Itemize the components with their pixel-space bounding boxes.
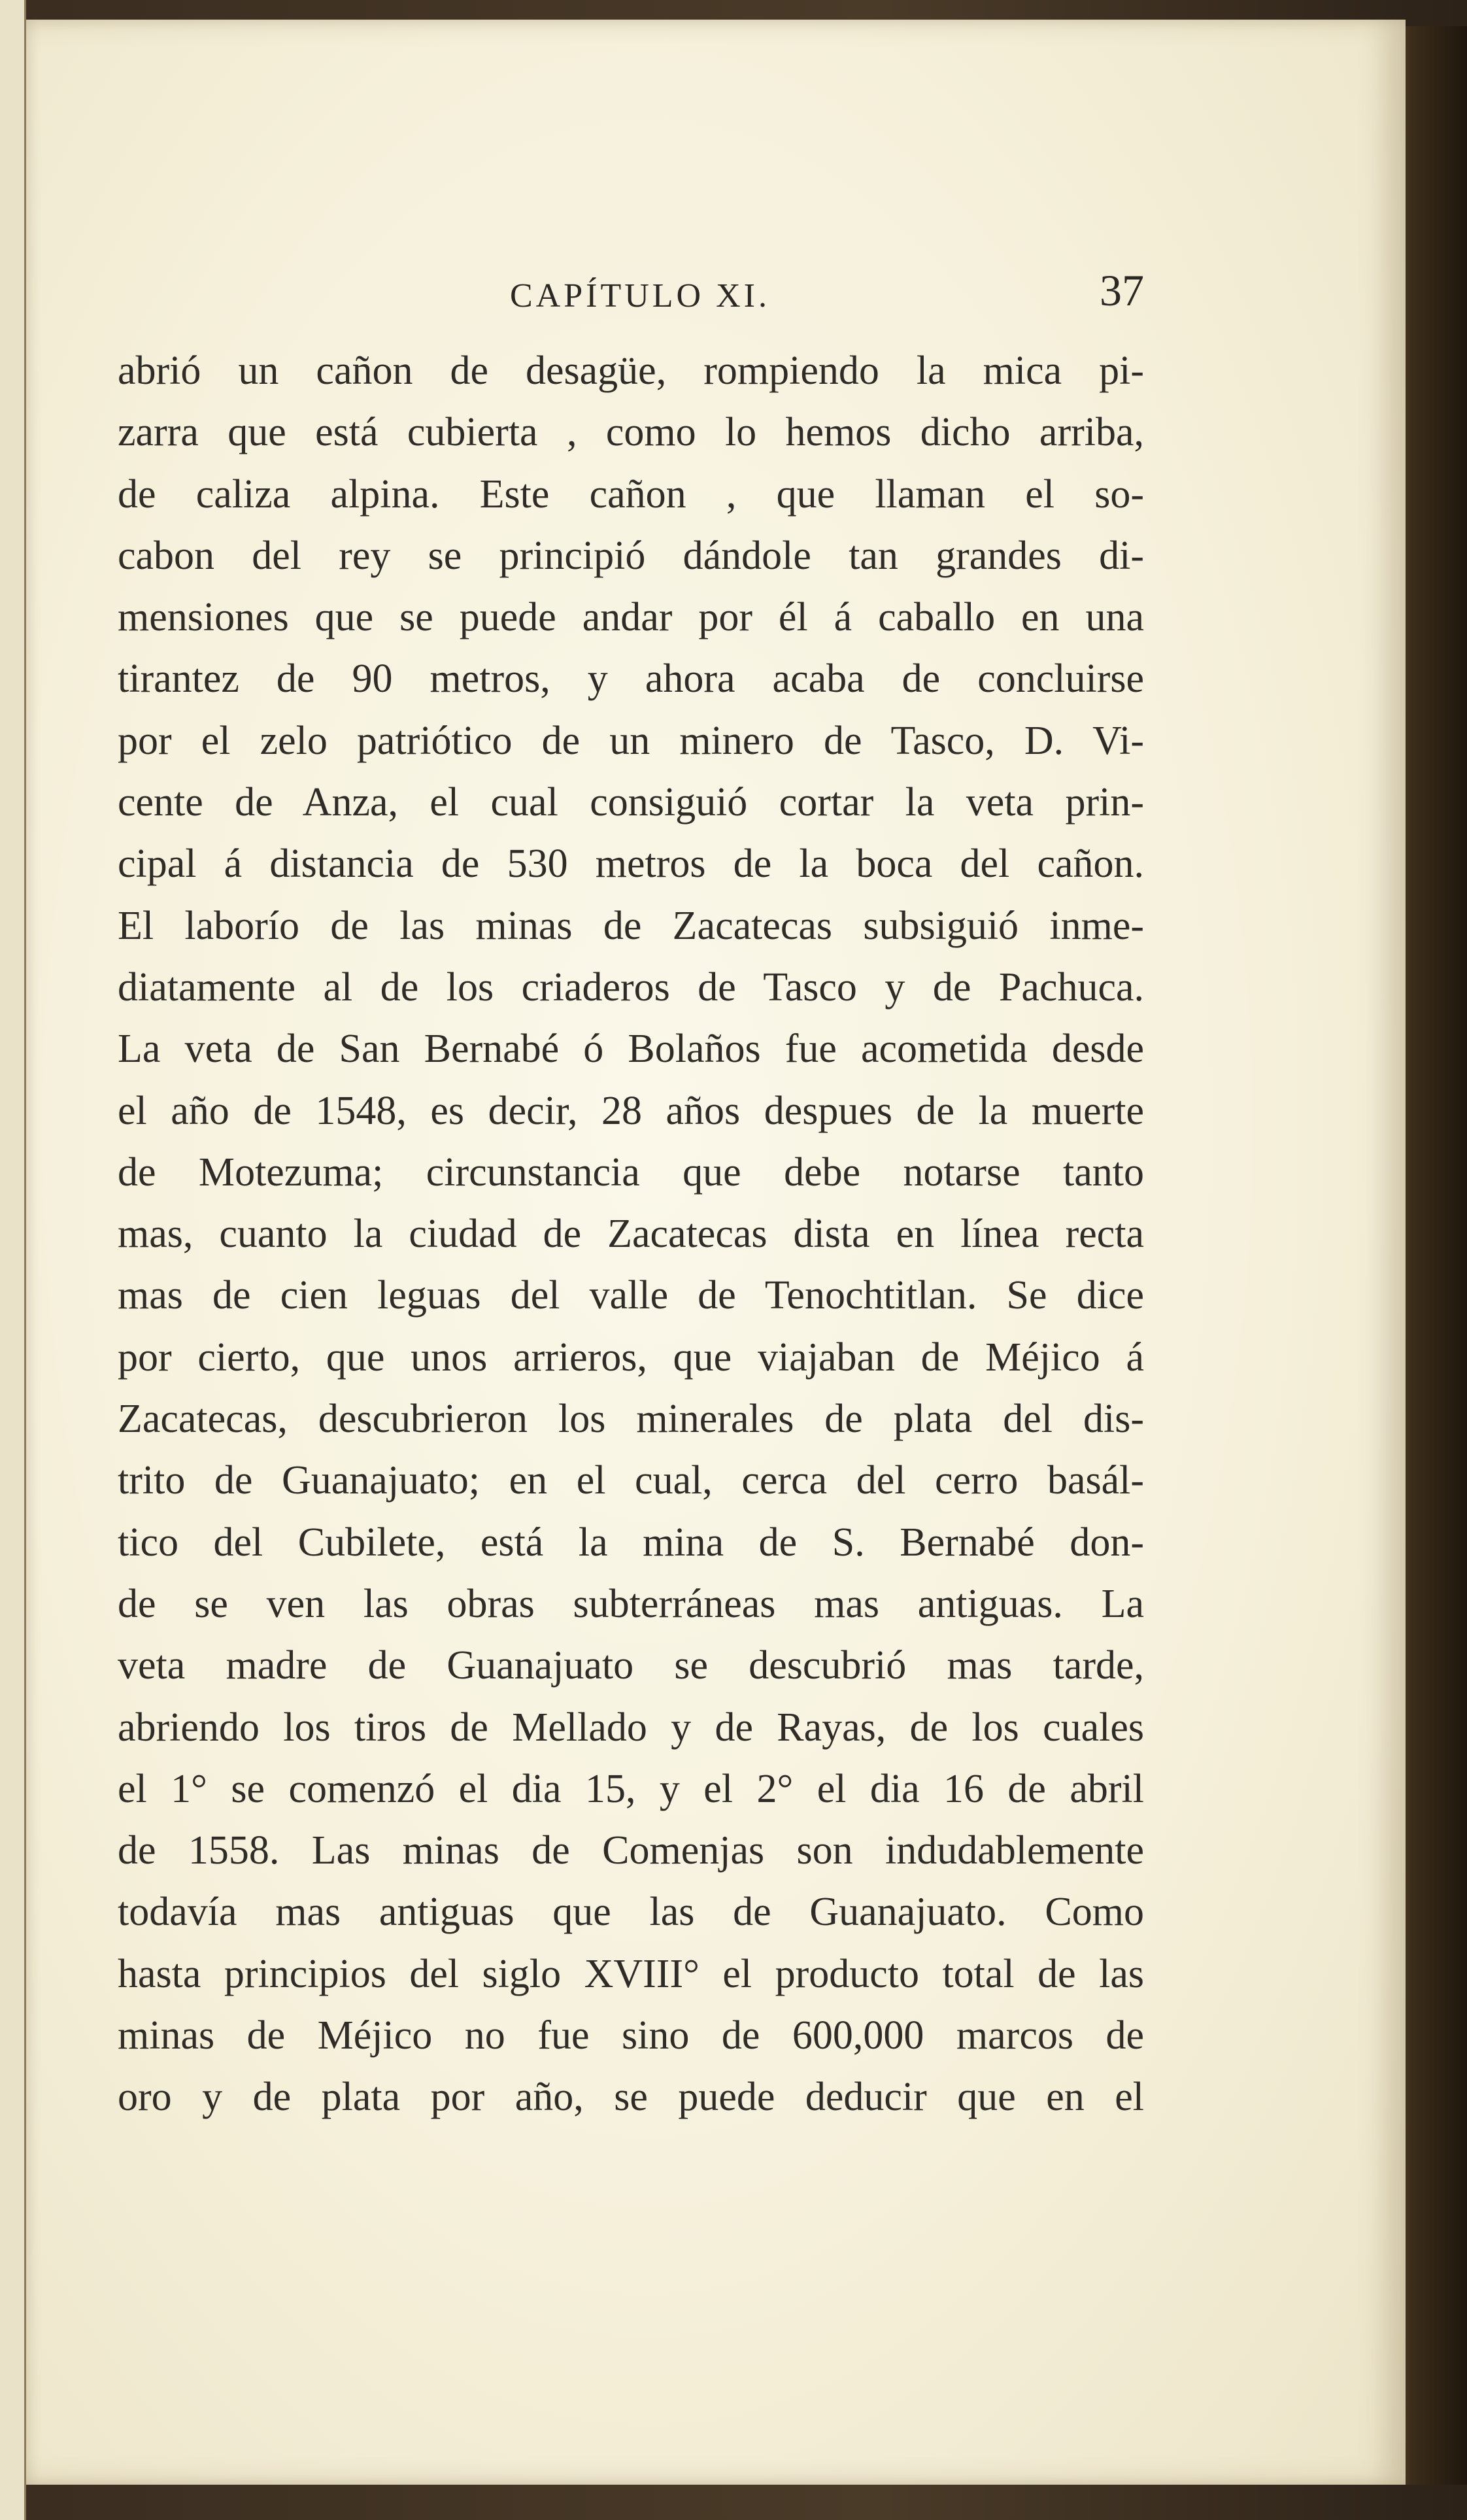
text-line: de se ven las obras subterráneas mas antiguas. La xyxy=(118,1581,1144,1626)
text-line: mensiones que se puede andar por él á caballo en una xyxy=(118,595,1144,640)
text-line: Zacatecas, descubrieron los minerales de plata del dis- xyxy=(118,1397,1144,1442)
text-line: hasta principios del siglo XVIII° el producto total de las xyxy=(118,1951,1144,1996)
text-line: trito de Guanajuato; en el cual, cerca del cerro basál- xyxy=(118,1458,1144,1503)
text-line: abriendo los tiros de Mellado y de Rayas, de los cuales xyxy=(118,1705,1144,1750)
text-line: el 1° se comenzó el dia 15, y el 2° el dia 16 de abril xyxy=(118,1766,1144,1811)
text-line: El laborío de las minas de Zacatecas subsiguió inme- xyxy=(118,903,1144,948)
text-line: oro y de plata por año, se puede deducir que en el xyxy=(118,2075,1144,2120)
running-head xyxy=(92,265,1144,337)
text-line: minas de Méjico no fue sino de 600,000 marcos de xyxy=(118,2013,1144,2058)
text-line: de 1558. Las minas de Comenjas son indudablemente xyxy=(118,1828,1144,1873)
text-line: mas de cien leguas del valle de Tenochtitlan. Se dice xyxy=(118,1273,1144,1318)
chapter-title: CAPÍTULO XI. xyxy=(510,277,770,315)
text-line: de Motezuma; circunstancia que debe notarse tanto xyxy=(118,1149,1144,1195)
text-line: zarra que está cubierta , como lo hemos dicho arriba, xyxy=(118,410,1144,455)
text-line: veta madre de Guanajuato se descubrió mas tarde, xyxy=(118,1643,1144,1688)
text-line: cabon del rey se principió dándole tan grandes di- xyxy=(118,533,1144,578)
text-line: mas, cuanto la ciudad de Zacatecas dista en línea recta xyxy=(118,1212,1144,1257)
text-line: todavía mas antiguas que las de Guanajuato. Como xyxy=(118,1890,1144,1935)
text-line: diatamente al de los criaderos de Tasco y de Pachuca. xyxy=(118,964,1144,1010)
text-line: de caliza alpina. Este cañon , que llaman el so- xyxy=(118,471,1144,517)
page-number: 37 xyxy=(1100,265,1144,315)
text-line: cente de Anza, el cual consiguió cortar la veta prin- xyxy=(118,780,1144,825)
text-line: por el zelo patriótico de un minero de Tasco, D. Vi- xyxy=(118,718,1144,763)
page-gutter xyxy=(0,0,26,2520)
text-line: cipal á distancia de 530 metros de la boca del cañon. xyxy=(118,842,1144,887)
text-line: tico del Cubilete, está la mina de S. Bernabé don- xyxy=(118,1520,1144,1565)
text-line: el año de 1548, es decir, 28 años despues de la muerte xyxy=(118,1088,1144,1133)
text-line: La veta de San Bernabé ó Bolaños fue acometida desde xyxy=(118,1027,1144,1072)
text-line: tirantez de 90 metros, y ahora acaba de concluirse xyxy=(118,656,1144,702)
text-line: abrió un cañon de desagüe, rompiendo la mica pi- xyxy=(118,349,1144,393)
body-text xyxy=(118,340,1144,2128)
text-line: por cierto, que unos arrieros, que viajaban de Méjico á xyxy=(118,1335,1144,1380)
